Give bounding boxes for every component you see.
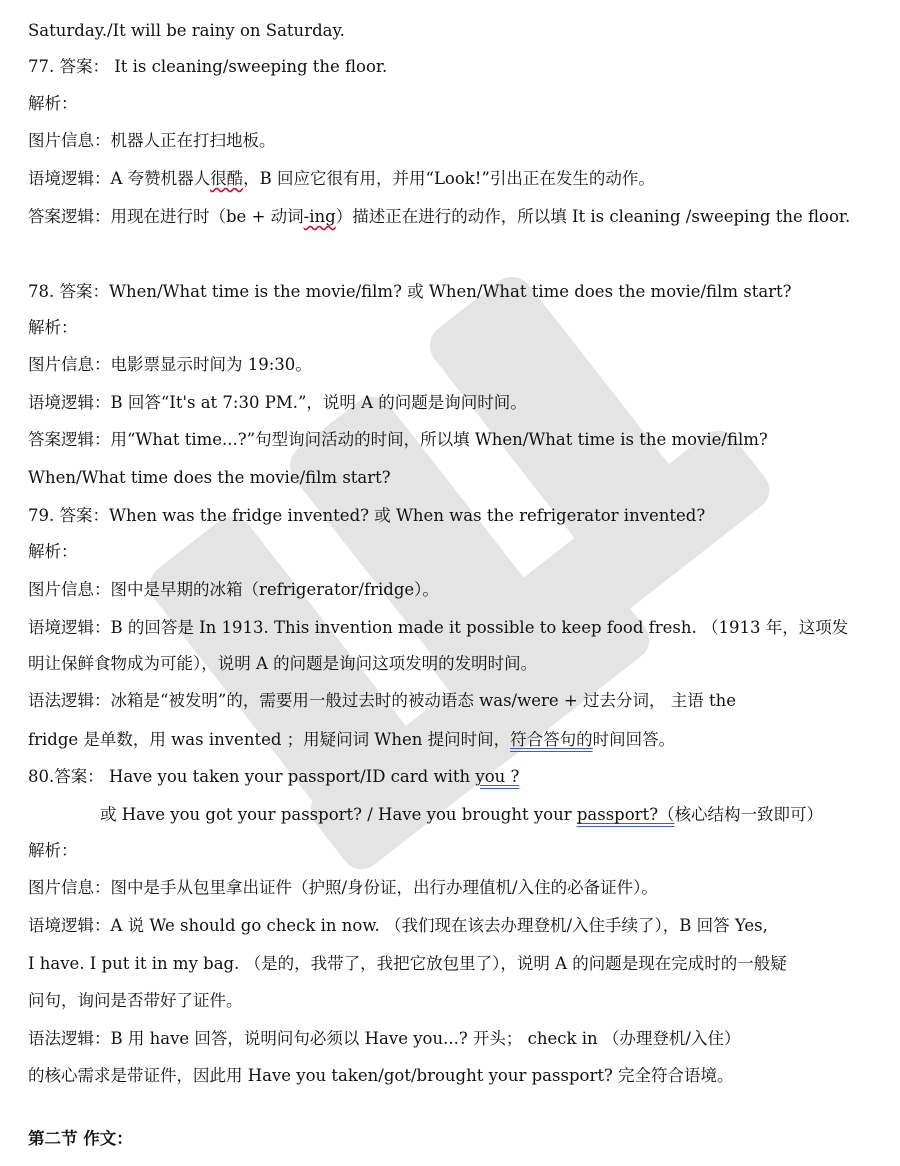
text-segment: 核心结构一致即可） [674,805,824,824]
line-80-grammar: 语法逻辑：B 用 have 回答，说明问句必须以 Have you...? 开头； check in （办理登机/入住） [28,1029,741,1048]
section-heading: 第二节 作文： [28,1129,133,1148]
text-segment: ）描述正在进行的动作，所以填 It is cleaning /sweeping the floor. [335,207,851,226]
text-segment: fridge 是单数，用 was invented ；用疑问词 When 提问时间， [28,730,511,749]
line-80-grammar-cont: 的核心需求是带证件，因此用 Have you taken/got/brought your passport? 完全符合语境。 [28,1066,734,1085]
line-79-analysis: 解析： [28,542,78,561]
underlined-text: 很酷 [210,169,244,188]
underlined-text: passport?（ [576,805,675,824]
line-79-context-cont: 明让保鲜食物成为可能），说明 A 的问题是询问这项发明的发明时间。 [28,654,538,673]
line-78-answer-logic: 答案逻辑：用“What time...?”句型询问活动的时间，所以填 When/What time is the movie/film? [28,430,768,449]
line-77-context [28,168,655,190]
line-77-answer-logic [28,206,850,228]
text-segment: 或 Have you got your passport? / Have you brought your [100,805,577,824]
line-1: Saturday./It will be rainy on Saturday. [28,21,345,40]
line-80-analysis: 解析： [28,841,78,860]
underlined-text: -ing [303,207,336,226]
line-80-context-cont: I have. I put it in my bag. （是的，我带了，我把它放包里了），说明 A 的问题是现在完成时的一般疑 [28,954,787,973]
line-78-answer: 78. 答案：When/What time is the movie/film? 或 When/What time does the movie/film start? [28,282,792,301]
line-77-analysis: 解析： [28,94,78,113]
underlined-text: you ? [475,767,520,786]
line-80-alternative [100,804,823,826]
line-79-grammar-cont [28,729,675,751]
line-80-answer [28,766,519,788]
line-80-picture: 图片信息：图中是手从包里拿出证件（护照/身份证，出行办理值机/入住的必备证件）。 [28,878,658,897]
line-77-answer: 77. 答案： It is cleaning/sweeping the floor. [28,57,388,76]
text-segment: ，B 回应它很有用，并用“Look!”引出正在发生的动作。 [243,169,655,188]
line-79-context: 语境逻辑：B 的回答是 In 1913. This invention made it possible to keep food fresh. （1913 年，这项发 [28,618,849,637]
underlined-text: 符合答句的 [510,730,593,749]
line-80-context: 语境逻辑：A 说 We should go check in now. （我们现在该去办理登机/入住手续了），B 回答 Yes, [28,916,768,935]
line-79-picture: 图片信息：图中是早期的冰箱（refrigerator/fridge）。 [28,580,439,599]
line-78-context: 语境逻辑：B 回答“It's at 7:30 PM.”，说明 A 的问题是询问时间。 [28,393,527,412]
line-78-picture: 图片信息：电影票显示时间为 19:30。 [28,355,312,374]
text-segment: 语境逻辑：A 夸赞机器人 [28,169,211,188]
line-80-context-end: 问句，询问是否带好了证件。 [28,991,243,1010]
line-79-grammar: 语法逻辑：冰箱是“被发明”的，需要用一般过去时的被动语态 was/were + 过去分词， 主语 the [28,691,736,710]
line-77-picture: 图片信息：机器人正在打扫地板。 [28,131,276,150]
text-segment: 80.答案： Have you taken your passport/ID card with [28,767,476,786]
text-segment: 时间回答。 [592,730,676,749]
line-78-answer-logic-cont: When/What time does the movie/film start? [28,468,391,487]
text-segment: 答案逻辑：用现在进行时（be + 动词 [28,207,304,226]
line-79-answer: 79. 答案：When was the fridge invented? 或 When was the refrigerator invented? [28,506,706,525]
line-78-analysis: 解析： [28,318,78,337]
